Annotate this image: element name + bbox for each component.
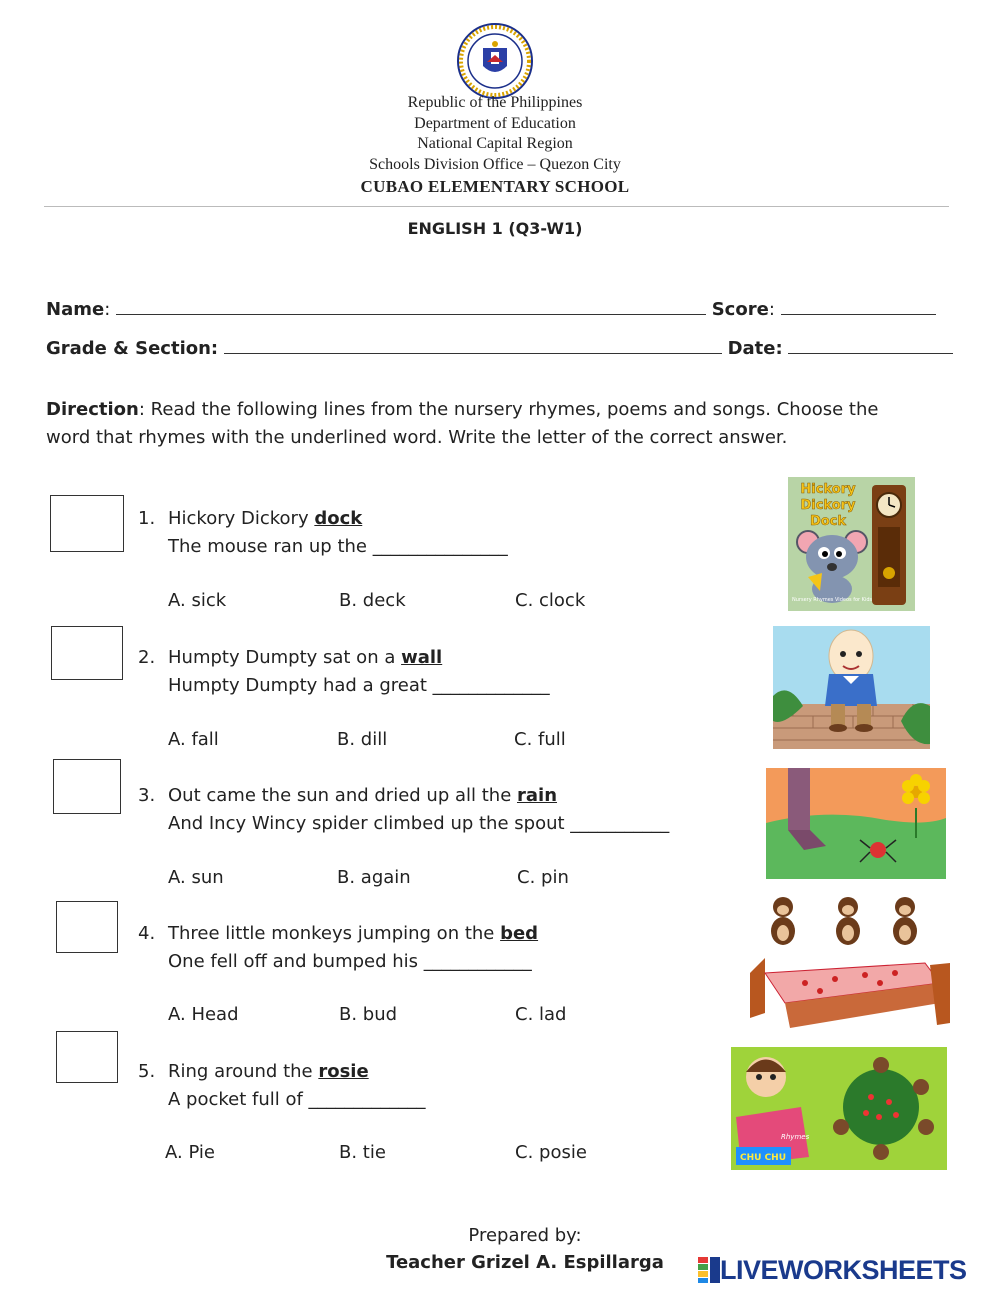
svg-text:Hickory: Hickory [800,482,856,497]
question-number: 1. [138,508,156,529]
option-b: B. bud [339,1004,398,1025]
question-text: Out came the sun and dried up all the [168,785,517,806]
score-blank[interactable] [781,296,936,315]
answer-box-4[interactable] [56,901,118,953]
option-b: B. dill [337,729,388,750]
question-number: 4. [138,923,156,944]
score-label: Score [711,299,769,320]
question-line2: A pocket full of _____________ [168,1089,426,1110]
teacher-name: Teacher Grizel A. Espillarga [386,1252,664,1273]
book-label: Rhymes [781,1133,810,1141]
underlined-word: rosie [318,1061,369,1082]
question-text: Three little monkeys jumping on the [168,923,501,944]
answer-box-2[interactable] [51,626,123,680]
option-b: B. tie [339,1142,386,1163]
question-line2: Humpty Dumpty had a great _____________ [168,675,550,696]
chuchu-logo: CHU CHU [739,1153,787,1163]
header-line-1: Republic of the Philippines [407,94,583,111]
liveworksheets-logo[interactable] [698,1253,967,1287]
date-label: Date: [727,338,783,359]
question-text: Ring around the [168,1061,319,1082]
header-divider [44,206,949,207]
ring-rosie-image [731,1047,947,1170]
liveworksheets-icon [698,1257,720,1283]
option-c: C. lad [515,1004,567,1025]
header-line-2: Department of Education [414,115,576,132]
prepared-by: Prepared by: [468,1225,582,1246]
option-a: A. sick [168,590,227,611]
underlined-word: bed [500,923,539,944]
date-blank[interactable] [788,335,953,354]
question-text: Hickory Dickory [168,508,315,529]
question-2 [138,644,738,700]
name-blank[interactable] [116,296,706,315]
question-1 [138,505,738,561]
option-a: A. Head [168,1004,239,1025]
name-label: Name [46,299,105,320]
hickory-dickory-image [788,477,915,611]
underlined-word: wall [401,647,443,668]
grade-row [46,335,953,359]
incy-wincy-image [766,768,946,879]
question-number: 3. [138,785,156,806]
school-name: CUBAO ELEMENTARY SCHOOL [360,177,630,196]
option-a: A. Pie [165,1142,215,1163]
answer-box-5[interactable] [56,1031,118,1083]
question-4 [138,920,738,976]
direction-label: Direction [46,399,139,420]
option-c: C. full [514,729,566,750]
question-text: Humpty Dumpty sat on a [168,647,402,668]
option-a: A. fall [168,729,219,750]
grade-label: Grade & Section: [46,338,219,359]
question-3 [138,782,758,838]
brand-text: LIVEWORKSHEETS [720,1254,967,1285]
grade-blank[interactable] [224,335,722,354]
underlined-word: rain [517,785,558,806]
option-c: C. pin [517,867,569,888]
question-number: 2. [138,647,156,668]
answer-box-1[interactable] [50,495,124,552]
name-row: Name: Score: [46,296,936,320]
option-c: C. posie [515,1142,587,1163]
underlined-word: dock [314,508,363,529]
question-line2: And Incy Wincy spider climbed up the spout ___________ [168,813,670,834]
svg-text:Dickory: Dickory [800,498,856,513]
option-b: B. again [337,867,411,888]
question-line2: The mouse ran up the _______________ [168,536,508,557]
question-number: 5. [138,1061,156,1082]
question-5 [138,1058,738,1114]
option-b: B. deck [339,590,406,611]
svg-text:Dock: Dock [809,514,847,529]
header-line-4: Schools Division Office – Quezon City [369,156,621,173]
humpty-dumpty-image [773,626,930,749]
option-a: A. sun [168,867,224,888]
question-line2: One fell off and bumped his ____________ [168,951,532,972]
direction [46,396,926,452]
option-c: C. clock [515,590,586,611]
direction-text: : Read the following lines from the nursery rhymes, poems and songs. Choose the word that rhymes with the underlined word. Write the letter of the correct answer. [46,399,879,448]
header-line-3: National Capital Region [417,135,573,152]
monkeys-bed-image [745,893,950,1038]
deped-seal [456,22,534,100]
hickory-caption: Nursery Rhymes Videos for Kids [792,597,873,603]
worksheet-title: ENGLISH 1 (Q3-W1) [407,219,583,238]
answer-box-3[interactable] [53,759,121,814]
